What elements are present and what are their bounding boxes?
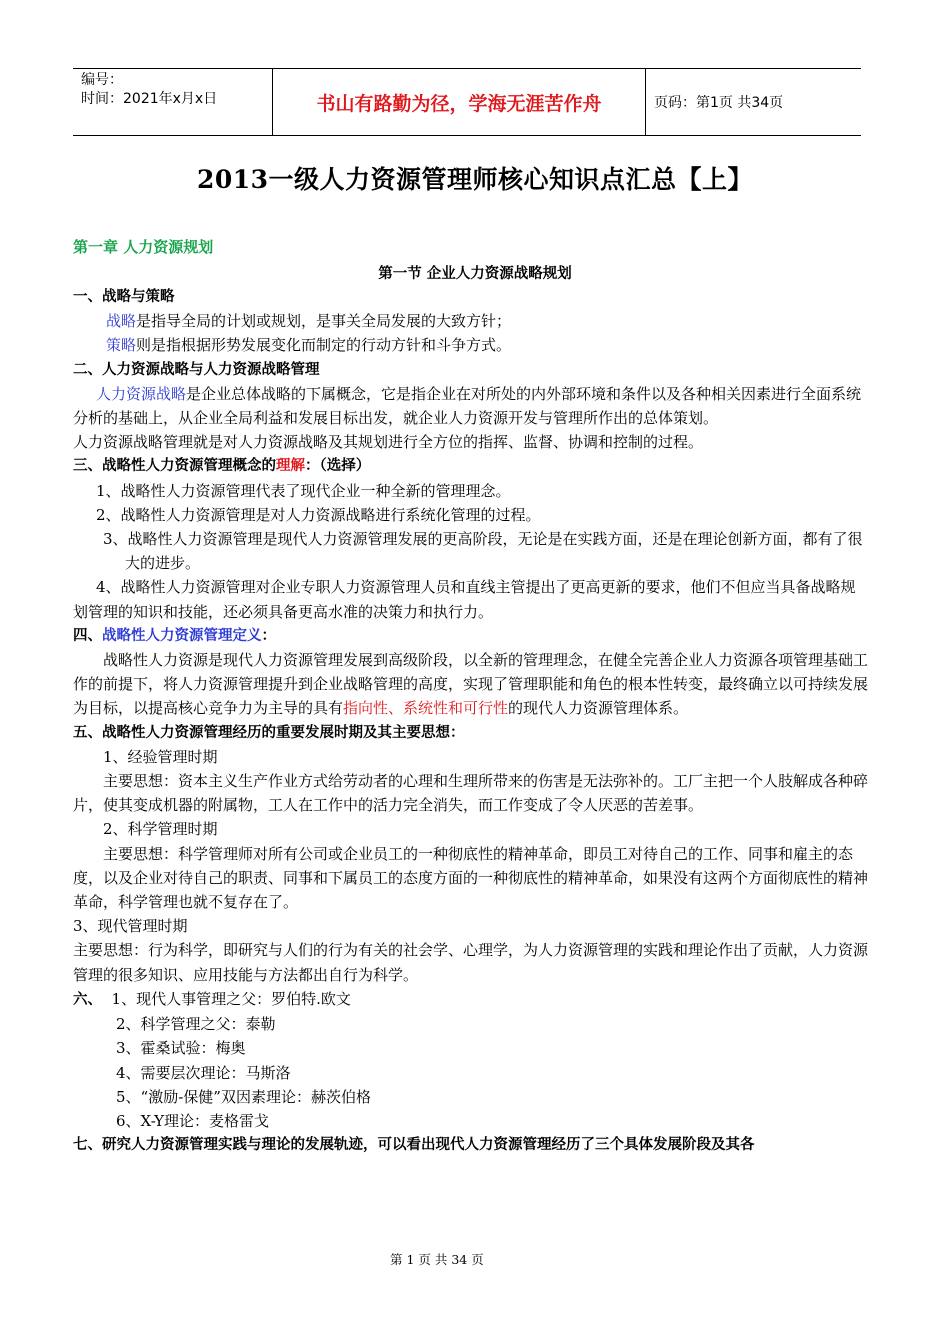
list-6: 六、 1、现代人事管理之父：罗伯特.欧文 <box>73 989 351 1008</box>
paragraph: 主要思想：资本主义生产作业方式给劳动者的心理和生理所带来的伤害是无法弥补的。工厂主把一个人肢解成各种碎片，使其变成机器的附属物，工人在工作中的活力完全消失，而工作变成了令人厌恶的苦差事。 <box>73 772 869 815</box>
paragraph: 主要思想：行为科学，即研究与人们的行为有关的社会学、心理学，为人力资源管理的实践和理论作出了贡献，人力资源管理的很多知识、应用技能与方法都出自行为科学。 <box>73 941 869 984</box>
sub-heading: 2、科学管理时期 <box>103 820 218 839</box>
term-strategy: 战略 <box>106 312 137 331</box>
sub-heading: 1、经验管理时期 <box>103 747 218 766</box>
list-item: 1、战略性人力资源管理代表了现代企业一种全新的管理理念。 <box>96 481 511 500</box>
term-hr-strategy: 人力资源战略 <box>96 384 187 403</box>
page-header-table <box>73 68 861 136</box>
number-label: 编号： <box>81 72 123 88</box>
sub-heading: 3、现代管理时期 <box>73 917 188 936</box>
list-item: 3、霍桑试验：梅奥 <box>116 1039 246 1058</box>
page-footer: 第 1 页 共 34 页 <box>390 1252 484 1267</box>
document-body <box>73 285 868 1157</box>
list-item: 4、需要层次理论：马斯洛 <box>116 1063 291 1082</box>
paragraph: 人力资源战略是企业总体战略的下属概念，它是指企业在对所处的内外部环境和条件以及各种相关因素进行全面系统分析的基础上，从企业全局利益和发展目标出发，就企业人力资源开发与管理所作出的总体策划。 <box>73 384 862 428</box>
paragraph: 人力资源战略管理就是对人力资源战略及其规划进行全方位的指挥、监督、协调和控制的过程。 <box>73 433 704 452</box>
heading-7: 七、研究人力资源管理实践与理论的发展轨迹，可以看出现代人力资源管理经历了三个具体发展阶段及其各 <box>73 1137 755 1154</box>
heading-1: 一、战略与策略 <box>73 289 175 305</box>
list-item: 3、战略性人力资源管理是现代人力资源管理发展的更高阶段，无论是在实践方面，还是在理论创新方面，都有了很大的进步。 <box>103 530 863 573</box>
section-heading: 第一节 企业人力资源战略规划 <box>378 266 572 282</box>
heading-5: 五、战略性人力资源管理经历的重要发展时期及其主要思想： <box>73 724 465 741</box>
list-item: 6、X-Y理论：麦格雷戈 <box>116 1111 270 1130</box>
document-title: 2013一级人力资源管理师核心知识点汇总【上】 <box>196 165 754 194</box>
paragraph: 战略性人力资源是现代人力资源管理发展到高级阶段，以全新的管理理念，在健全完善企业人力资源各项管理基础工作的前提下，将人力资源管理提升到企业战略管理的高度，实现了管理职能和角色的根本性转变，最终确立以可持续发展为目标，以提高核心竞争力为主导的具有指向性、系统性和可行性的现代人力资源管理体系。 <box>73 651 869 718</box>
header-meta-cell <box>73 69 272 135</box>
list-item: 2、战略性人力资源管理是对人力资源战略进行系统化管理的过程。 <box>96 505 541 524</box>
term-tactics: 策略 <box>106 336 137 355</box>
paragraph: 战略是指导全局的计划或规划，是事关全局发展的大致方针； <box>106 312 512 331</box>
time-label: 时间：2021年x月x日 <box>81 91 218 107</box>
header-page-info: 页码：第1页 共34页 <box>654 95 784 111</box>
chapter-heading: 第一章 人力资源规划 <box>73 238 214 256</box>
heading-4: 四、战略性人力资源管理定义： <box>73 627 276 644</box>
paragraph: 主要思想：科学管理师对所有公司或企业员工的一种彻底性的精神革命，即员工对待自己的工作、同事和雇主的态度，以及企业对待自己的职责、同事和下属员工的态度方面的一种彻底性的精神革命，如果没有这两个方面彻底性的精神革命，科学管理也就不复存在了。 <box>73 844 869 912</box>
heading-2: 二、人力资源战略与人力资源战略管理 <box>73 361 320 378</box>
header-motto: 书山有路勤为径，学海无涯苦作舟 <box>272 69 646 135</box>
heading-3: 三、战略性人力资源管理概念的理解：（选择） <box>73 458 371 475</box>
paragraph: 策略则是指根据形势发展变化而制定的行动方针和斗争方式。 <box>106 336 512 355</box>
list-item: 5、“激励-保健”双因素理论：赫茨伯格 <box>116 1087 371 1106</box>
list-item: 4、战略性人力资源管理对企业专职人力资源管理人员和直线主管提出了更高更新的要求，他们不但应当具备战略规划管理的知识和技能，还必须具备更高水准的决策力和执行力。 <box>73 578 856 621</box>
list-item: 2、科学管理之父：泰勒 <box>116 1015 276 1034</box>
